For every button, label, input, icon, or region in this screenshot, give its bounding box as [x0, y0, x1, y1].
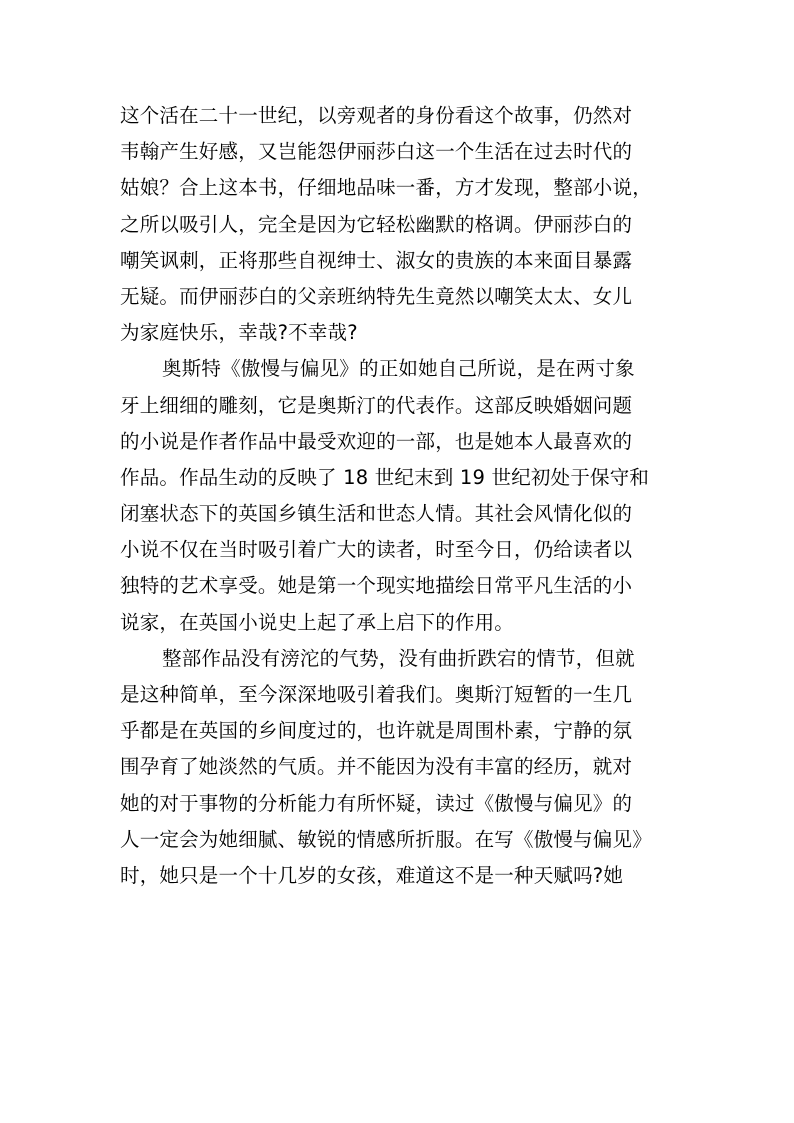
text-line: 独特的艺术享受。她是第一个现实地描绘日常平凡生活的小: [120, 574, 633, 598]
text-line: 闭塞状态下的英国乡镇生活和世态人情。其社会风情化似的: [120, 502, 633, 526]
text-line: 说家，在英国小说史上起了承上启下的作用。: [120, 610, 515, 634]
text-line: 人一定会为她细腻、敏锐的情感所折服。在写《傲慢与偏见》: [120, 827, 652, 851]
paragraph-start-line: 整部作品没有滂沱的气势，没有曲折跌宕的情节，但就: [162, 646, 635, 670]
text-line: 是这种简单，至今深深地吸引着我们。奥斯汀短暂的一生几: [120, 683, 633, 706]
text-line: 为家庭快乐，幸哉?不幸哉?: [120, 321, 358, 345]
text-line: 嘲笑讽刺，正将那些自视绅士、淑女的贵族的本来面目暴露: [120, 248, 633, 272]
text-line: 小说不仅在当时吸引着广大的读者，时至今日，仍给读者以: [120, 538, 633, 562]
text-line: 韦翰产生好感，又岂能怨伊丽莎白这一个生活在过去时代的: [120, 140, 633, 164]
paragraph-start-line: 奥斯特《傲慢与偏见》的正如她自己所说，是在两寸象: [162, 357, 635, 381]
text-line: 的小说是作者作品中最受欢迎的一部，也是她本人最喜欢的: [120, 429, 633, 453]
text-line: 乎都是在英国的乡间度过的，也许就是周围朴素，宁静的氛: [120, 719, 633, 743]
text-line: 牙上细细的雕刻，它是奥斯汀的代表作。这部反映婚姻问题: [120, 393, 633, 417]
text-line: 这个活在二十一世纪，以旁观者的身份看这个故事，仍然对: [120, 104, 633, 127]
text-line: 作品。作品生动的反映了 18 世纪末到 19 世纪初处于保守和: [120, 465, 650, 489]
text-line: 时，她只是一个十几岁的女孩，难道这不是一种天赋吗?她: [120, 863, 624, 887]
text-line: 之所以吸引人，完全是因为它轻松幽默的格调。伊丽莎白的: [120, 212, 633, 236]
text-line: 她的对于事物的分析能力有所怀疑，读过《傲慢与偏见》的: [120, 791, 633, 815]
body-text: [120, 98, 680, 894]
text-line: 围孕育了她淡然的气质。并不能因为没有丰富的经历，就对: [120, 755, 633, 779]
text-line: 姑娘？合上这本书，仔细地品味一番，方才发现，整部小说，: [120, 176, 652, 200]
text-line: 无疑。而伊丽莎白的父亲班纳特先生竟然以嘲笑太太、女儿: [120, 284, 633, 308]
